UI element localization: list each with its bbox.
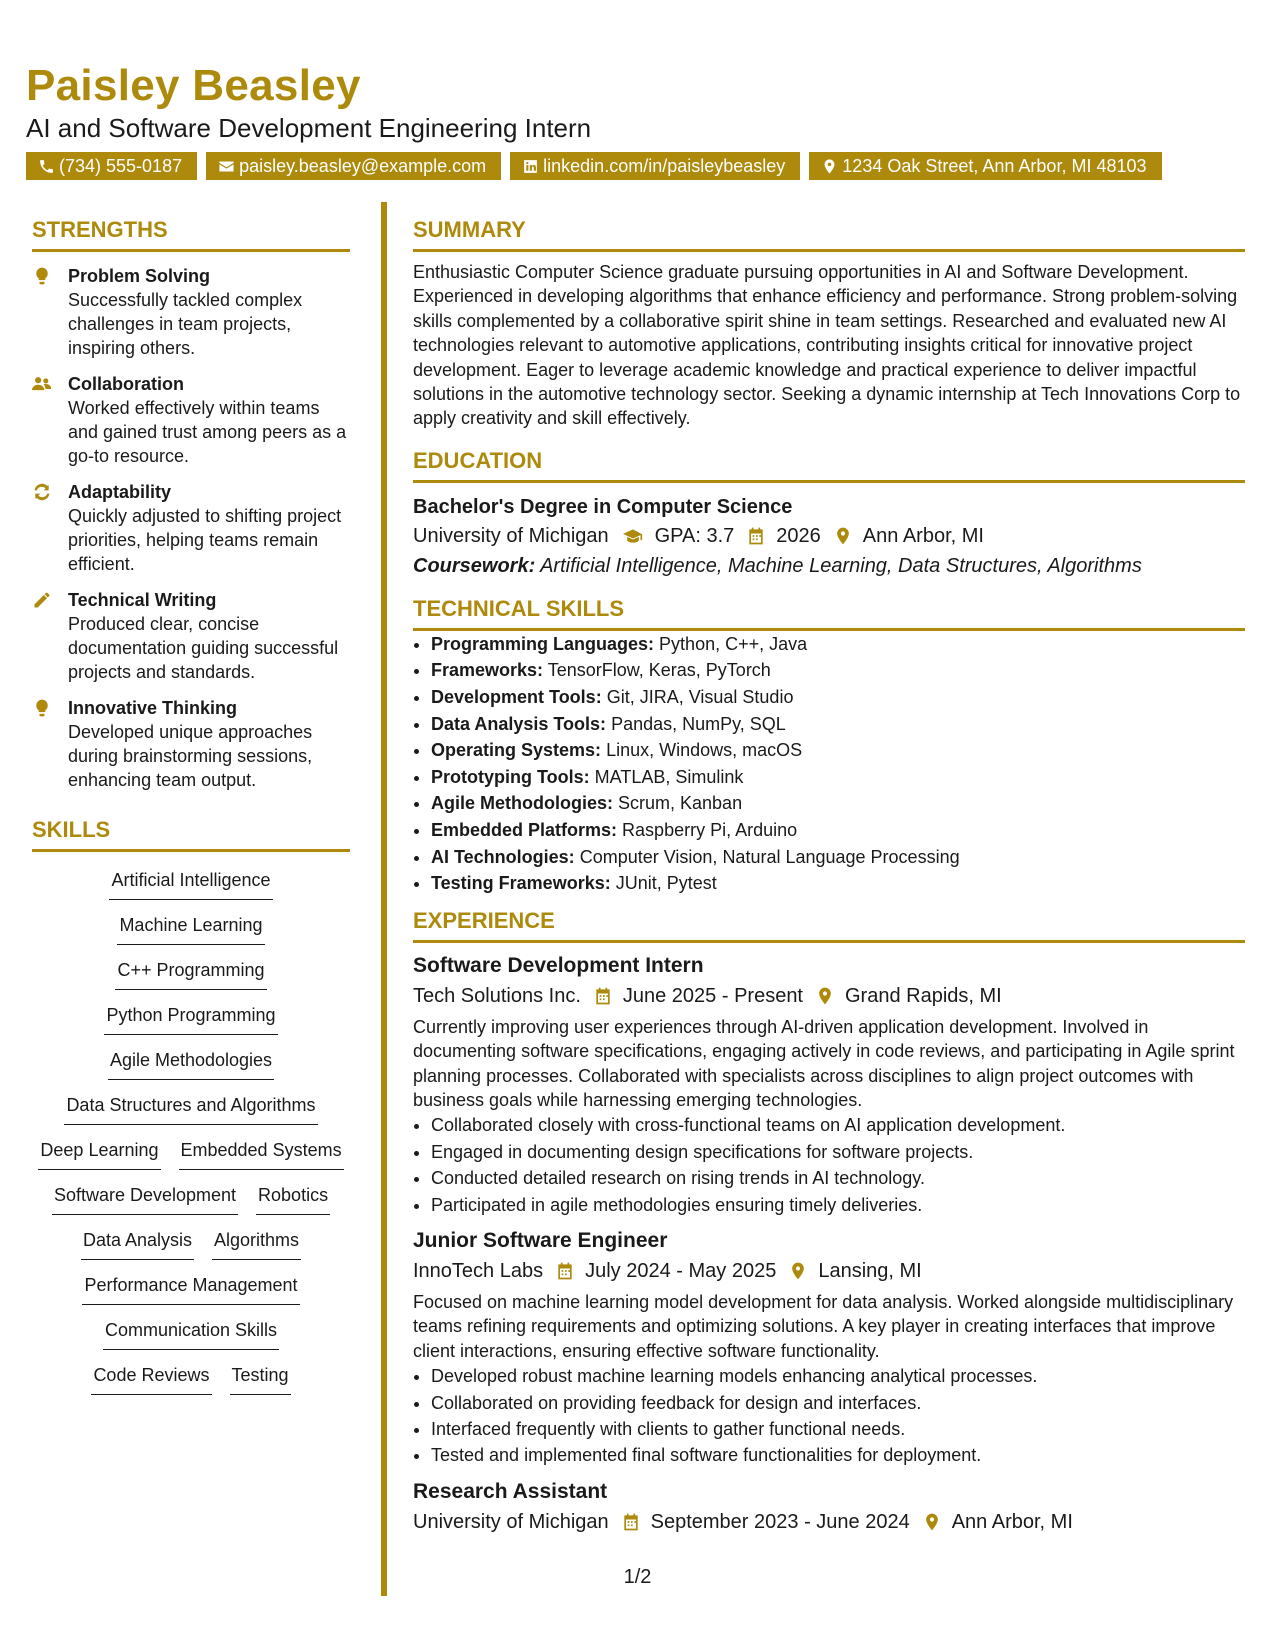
company-name: InnoTech Labs [413, 1260, 544, 1283]
skill-tag: Communication Skills [103, 1318, 279, 1350]
list-item [431, 631, 1245, 658]
summary-text: Enthusiastic Computer Science graduate pursuing opportunities in AI and Software Development. Experienced in developing algorithms that enhance efficiency and performance. Strong problem-solving skills complemented by a collaborative spirit shine in team settings. Researched and evaluated new AI technologies relevant to automotive applications, contributing insights critical for innovative project development. Eager to leverage academic knowledge and practical experience to deliver impactful solutions in the automotive technology sector. Seeking a dynamic internship at Tech Innovations Corp to apply creativity and skill effectively. [413, 262, 1241, 429]
skill-values: Raspberry Pi, Arduino [622, 820, 798, 840]
education-meta [413, 521, 1245, 551]
contact-email-text: paisley.beasley@example.com [239, 156, 487, 176]
gpa-value: GPA: 3.7 [654, 524, 735, 547]
list-item [431, 817, 1245, 844]
section-heading: EDUCATION [413, 447, 543, 473]
job-dates: July 2024 - May 2025 [585, 1260, 777, 1283]
skill-values: Python, C++, Java [659, 633, 808, 654]
skill-tag: Performance Management [82, 1273, 299, 1305]
sync-icon [32, 482, 52, 502]
section-rule [413, 480, 1245, 483]
list-item: • Participated in agile methodologies ensuring timely deliveries. [431, 1192, 1245, 1218]
list-item [431, 711, 1245, 738]
degree-name: Bachelor's Degree in Computer Science [413, 495, 793, 518]
calendar-icon [555, 1261, 575, 1281]
skill-category: Operating Systems: [431, 740, 602, 761]
coursework-list: Artificial Intelligence, Machine Learning, Data Structures, Algorithms [540, 554, 1142, 577]
skill-tag: Code Reviews [91, 1363, 211, 1395]
job-entry [413, 1226, 1245, 1469]
section-heading: STRENGTHS [32, 217, 168, 242]
job-description: Currently improving user experiences through AI-driven application development. Involved in documenting software specifications, engaging actively in code reviews, and participating in Agile sprint planning processes. Collaborated with specialists across disciplines to align project outcomes with business goals while harnessing emerging technologies. [413, 1016, 1235, 1110]
strength-desc: Successfully tackled complex challenges in team projects, inspiring others. [68, 290, 303, 358]
job-entry [413, 951, 1245, 1218]
phone-icon [38, 158, 55, 175]
job-description: Focused on machine learning model development for data analysis. Worked alongside multidisciplinary teams refining requirements and optimizing solutions. A key player in creating interfaces that improve client interactions, ensuring effective software functionality. [413, 1292, 1234, 1361]
skill-tag: Data Structures and Algorithms [64, 1093, 317, 1125]
strength-item [32, 480, 350, 576]
strength-name: Adaptability [68, 482, 172, 502]
list-item: • Interfaced frequently with clients to gather functional needs. [431, 1416, 1245, 1442]
list-item [431, 737, 1245, 764]
job-meta [413, 981, 1245, 1011]
skill-tag: Algorithms [212, 1228, 301, 1260]
strength-desc: Quickly adjusted to shifting project priorities, helping teams remain efficient. [68, 506, 342, 574]
section-rule [413, 249, 1245, 252]
skills-section [32, 816, 350, 1408]
education-location: Ann Arbor, MI [862, 524, 984, 547]
candidate-title: AI and Software Development Engineering Intern [26, 113, 592, 143]
skill-values: Scrum, Kanban [618, 793, 743, 814]
strengths-section [32, 216, 350, 792]
job-title: Research Assistant [413, 1479, 608, 1503]
map-pin-icon [922, 1512, 942, 1532]
contact-linkedin-text: linkedin.com/in/paisleybeasley [543, 156, 786, 176]
skill-tag: Data Analysis [81, 1228, 194, 1260]
experience-section [413, 907, 1245, 1537]
list-item [431, 657, 1245, 684]
job-title: Junior Software Engineer [413, 1229, 668, 1253]
skill-category: AI Technologies: [431, 846, 575, 867]
list-item: • Developed robust machine learning models enhancing analytical processes. [431, 1363, 1245, 1389]
users-icon [32, 374, 52, 394]
skill-category: Data Analysis Tools: [431, 713, 607, 734]
calendar-icon [621, 1512, 641, 1532]
skill-values: Pandas, NumPy, SQL [611, 713, 786, 734]
strength-item [32, 372, 350, 468]
page-number [0, 1566, 1275, 1589]
skill-tag: Machine Learning [117, 913, 264, 945]
list-item: • Collaborated on providing feedback for design and interfaces. [431, 1390, 1245, 1416]
calendar-icon [593, 986, 613, 1006]
summary-section [413, 216, 1245, 431]
strength-desc: Worked effectively within teams and gained trust among peers as a go-to resource. [68, 398, 347, 466]
list-item [431, 870, 1245, 897]
skill-values: Linux, Windows, macOS [606, 740, 803, 761]
column-divider [381, 202, 387, 1596]
skill-tag: Embedded Systems [179, 1138, 344, 1170]
job-location: Lansing, MI [818, 1260, 922, 1283]
school-name: University of Michigan [413, 524, 609, 547]
list-item: • Collaborated closely with cross-functional teams on AI application development. [431, 1112, 1245, 1138]
skill-values: Git, JIRA, Visual Studio [606, 687, 794, 708]
section-heading: SUMMARY [413, 217, 526, 242]
strength-item [32, 588, 350, 684]
skill-tag: Testing [230, 1363, 291, 1395]
skill-category: Embedded Platforms: [431, 820, 618, 840]
skill-category: Development Tools: [431, 687, 602, 708]
contact-address [809, 152, 1161, 180]
job-dates: September 2023 - June 2024 [650, 1510, 910, 1533]
technical-skills-list [413, 631, 1245, 897]
contact-linkedin[interactable] [510, 152, 800, 180]
section-heading: TECHNICAL SKILLS [413, 595, 625, 621]
company-name: Tech Solutions Inc. [413, 984, 581, 1007]
skill-tag: C++ Programming [115, 958, 266, 990]
map-pin-icon [788, 1261, 808, 1281]
education-section [413, 447, 1245, 581]
list-item: • Tested and implemented final software functionalities for deployment. [431, 1442, 1245, 1468]
contact-phone-text: (734) 555-0187 [59, 156, 183, 176]
skill-tag: Robotics [256, 1183, 330, 1215]
list-item: • Conducted detailed research on rising trends in AI technology. [431, 1165, 1245, 1191]
company-name: University of Michigan [413, 1510, 609, 1533]
linkedin-icon [522, 158, 539, 175]
strength-name: Problem Solving [68, 266, 211, 286]
job-title: Software Development Intern [413, 953, 704, 977]
skill-category: Prototyping Tools: [431, 766, 590, 787]
contact-phone[interactable] [26, 152, 197, 180]
lightbulb-icon [32, 266, 52, 286]
job-bullets [413, 1363, 1245, 1469]
page-number-text: 1/2 [623, 1566, 652, 1588]
skill-category: Programming Languages: [431, 633, 655, 654]
strength-item [32, 696, 350, 792]
coursework-label: Coursework: [413, 554, 536, 577]
section-rule [413, 940, 1245, 943]
lightbulb-icon [32, 698, 52, 718]
contact-address-text: 1234 Oak Street, Ann Arbor, MI 48103 [842, 156, 1147, 176]
resume-header [26, 60, 1249, 180]
skill-tag: Python Programming [104, 1003, 277, 1035]
right-column [413, 216, 1245, 1537]
strength-name: Collaboration [68, 374, 184, 394]
list-item [431, 844, 1245, 871]
list-item [431, 764, 1245, 791]
envelope-icon [218, 158, 235, 175]
skill-category: Frameworks: [431, 660, 544, 681]
graduation-year: 2026 [776, 524, 821, 547]
job-meta [413, 1507, 1245, 1537]
skill-values: TensorFlow, Keras, PyTorch [547, 660, 771, 681]
graduation-cap-icon [621, 526, 645, 546]
skill-values: MATLAB, Simulink [594, 766, 744, 787]
section-rule [32, 849, 350, 852]
section-rule [32, 249, 350, 252]
strength-name: Technical Writing [68, 590, 217, 610]
coursework [413, 551, 1245, 581]
job-entry [413, 1477, 1245, 1537]
left-column [32, 216, 350, 1408]
map-pin-icon [815, 986, 835, 1006]
list-item [431, 790, 1245, 817]
contact-bar [26, 152, 1249, 180]
contact-email[interactable] [206, 152, 501, 180]
skill-tag: Agile Methodologies [108, 1048, 274, 1080]
technical-skills-section [413, 595, 1245, 897]
job-bullets [413, 1112, 1245, 1218]
calendar-icon [746, 526, 766, 546]
strength-desc: Developed unique approaches during brainstorming sessions, enhancing team output. [68, 722, 313, 790]
job-location: Ann Arbor, MI [951, 1510, 1073, 1533]
candidate-name: Paisley Beasley [26, 61, 361, 110]
job-dates: June 2025 - Present [622, 984, 803, 1007]
skill-category: Agile Methodologies: [431, 793, 613, 814]
skill-category: Testing Frameworks: [431, 873, 611, 894]
strength-desc: Produced clear, concise documentation guiding successful projects and standards. [68, 614, 339, 682]
section-heading: SKILLS [32, 817, 111, 842]
strength-item [32, 264, 350, 360]
map-pin-icon [821, 158, 838, 175]
skills-list [32, 868, 350, 1408]
skill-tag: Artificial Intelligence [109, 868, 272, 900]
skill-values: JUnit, Pytest [615, 873, 717, 894]
skill-tag: Deep Learning [38, 1138, 160, 1170]
section-heading: EXPERIENCE [413, 907, 555, 933]
skill-values: Computer Vision, Natural Language Processing [579, 846, 960, 867]
skill-tag: Software Development [52, 1183, 238, 1215]
list-item: • Engaged in documenting design specifications for software projects. [431, 1139, 1245, 1165]
pencil-icon [32, 590, 52, 610]
strength-name: Innovative Thinking [68, 698, 238, 718]
list-item [431, 684, 1245, 711]
job-location: Grand Rapids, MI [845, 984, 1002, 1007]
job-meta [413, 1256, 1245, 1286]
map-pin-icon [833, 526, 853, 546]
